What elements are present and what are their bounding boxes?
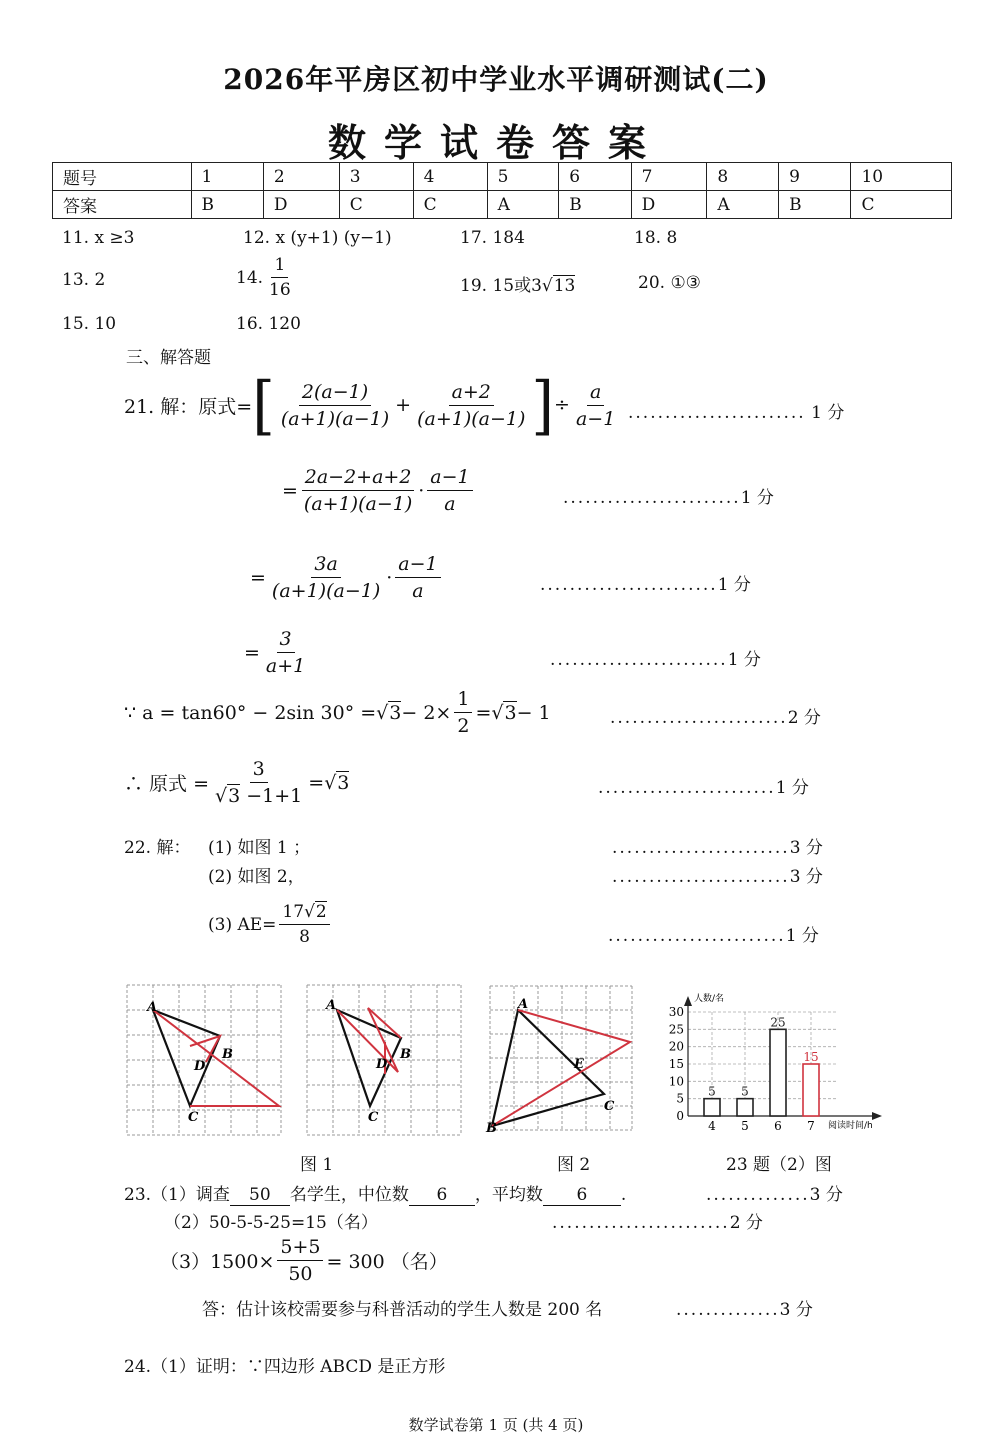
fraction-numerator: 1 [271, 255, 288, 278]
fraction [266, 255, 294, 300]
dot-leader: ........................ [550, 650, 728, 670]
score-line [608, 921, 819, 946]
table-cell: C [339, 191, 413, 219]
fraction-numerator: 2a−2+a+2 [302, 466, 415, 491]
q23-text: 23.（1）调查 [124, 1185, 230, 1205]
answer-q18: 18. 8 [634, 228, 678, 248]
fraction-denominator: (a+1)(a−1) [280, 407, 390, 430]
q21-line4 [244, 628, 311, 677]
score-line [612, 862, 823, 887]
fraction-denominator: a+1 [265, 655, 306, 677]
q21-line5 [124, 688, 551, 737]
score-line [706, 1180, 843, 1205]
table-row-numbers [53, 163, 952, 191]
bar-chart [664, 990, 884, 1138]
q22-part3 [208, 902, 333, 947]
y-tick-label: 0 [676, 1109, 684, 1123]
score-line [610, 703, 821, 728]
bar-value-label: 25 [770, 1015, 786, 1030]
table-cell: 5 [487, 163, 559, 191]
fraction-denominator [212, 783, 305, 807]
table-cell: 3 [339, 163, 413, 191]
score-line [628, 398, 844, 423]
q21-line3 [250, 553, 444, 602]
point-label-b: B [222, 1047, 233, 1062]
fraction [277, 1236, 323, 1285]
dot-operator: · [386, 566, 393, 589]
answer-q11: 11. x ≥3 [62, 228, 135, 248]
table-row-answers [53, 191, 952, 219]
fraction [279, 902, 329, 947]
sqrt-icon: √ [324, 771, 337, 794]
q23-text: . [620, 1185, 627, 1205]
x-tick-label: 7 [807, 1119, 815, 1133]
score: 1 分 [727, 650, 761, 670]
figure-1 [126, 984, 282, 1138]
table-row-label: 题号 [53, 163, 192, 191]
sqrt-icon: √ [376, 701, 389, 724]
x-tick-label: 5 [741, 1119, 749, 1133]
figure-3-caption: 23 题（2）图 [726, 1155, 832, 1175]
dot-leader: ........................ [540, 575, 718, 595]
fraction-denominator: (a+1)(a−1) [271, 580, 381, 602]
radicand: 3 [389, 702, 402, 724]
score-line [550, 645, 761, 670]
table-cell: 8 [707, 163, 779, 191]
q22-label: 22. 解： [124, 838, 191, 858]
table-cell: D [263, 191, 339, 219]
fraction [427, 466, 472, 515]
blank-value: 50 [230, 1185, 290, 1206]
x-axis-arrow-icon [872, 1112, 882, 1120]
q23-part1 [124, 1180, 626, 1206]
fraction-numerator [279, 902, 329, 925]
fraction-numerator: a−1 [427, 466, 472, 491]
y-tick-label: 10 [668, 1074, 684, 1089]
score: 3 分 [809, 1185, 843, 1205]
table-cell: 4 [413, 163, 487, 191]
score: 3 分 [789, 838, 823, 858]
plus-sign: + [395, 394, 412, 416]
answer-table [52, 162, 952, 219]
divide-sign: ÷ [554, 394, 570, 416]
point-label-c: C [604, 1099, 615, 1114]
bar [737, 1099, 753, 1116]
point-label-a: A [326, 998, 337, 1013]
table-cell: 6 [559, 163, 631, 191]
table-cell: B [191, 191, 263, 219]
expression-text: ∴ 原式 = [124, 773, 209, 795]
expression-text: ∵ a = tan60° − 2sin 30° = [124, 701, 377, 724]
coefficient: 17 [282, 902, 305, 922]
equals-sign: = [282, 479, 298, 502]
q23-text: 名学生，中位数 [289, 1185, 409, 1205]
fraction-denominator: (a+1)(a−1) [303, 493, 413, 515]
table-cell: 1 [191, 163, 263, 191]
fraction [301, 466, 415, 515]
table-cell: A [707, 191, 779, 219]
fraction-denominator: 8 [299, 927, 310, 947]
bar-value-label: 15 [803, 1050, 819, 1064]
fraction-numerator: a+2 [449, 381, 494, 406]
table-row-label: 答案 [53, 191, 192, 219]
fraction-numerator: 2(a−1) [299, 381, 371, 406]
fraction [278, 381, 392, 430]
score-line [552, 1208, 763, 1233]
table-cell: 7 [631, 163, 707, 191]
x-tick-label: 4 [708, 1119, 716, 1133]
fraction [212, 758, 305, 807]
answer-q16: 16. 120 [236, 314, 301, 334]
point-label-e: E [574, 1057, 584, 1072]
triangle-abc [153, 1010, 220, 1106]
y-tick-label: 25 [668, 1022, 684, 1037]
answer-q14 [236, 255, 297, 300]
q23-text: ，平均数 [474, 1185, 543, 1205]
radicand: 3 [337, 772, 350, 794]
radicand: 2 [315, 902, 327, 922]
expression-text: = 300 （名） [326, 1251, 448, 1273]
point-label-c: C [368, 1110, 379, 1125]
figure-2-grid [488, 984, 634, 1134]
x-tick-label: 6 [774, 1119, 782, 1133]
equals-sign: = [250, 566, 266, 589]
dot-leader: ........................ [598, 778, 776, 798]
y-tick-label: 20 [668, 1039, 684, 1054]
answer-q14-label: 14. [236, 267, 264, 288]
score-line [612, 833, 823, 858]
point-label-a: A [147, 1000, 158, 1015]
fraction-denominator: a [444, 493, 456, 515]
fraction-numerator: 3 [250, 758, 268, 783]
score: 1 分 [775, 778, 809, 798]
table-cell: A [487, 191, 559, 219]
q22-part2: (2) 如图 2， [208, 867, 305, 887]
fraction [395, 553, 440, 602]
score: 1 分 [740, 488, 774, 508]
answer-q19-prefix: 19. 15或3 [460, 276, 542, 296]
q21-line2 [282, 466, 476, 515]
fraction-denominator: 2 [457, 715, 470, 737]
score: 3 分 [789, 867, 823, 887]
table-cell: C [413, 191, 487, 219]
q21-line6 [124, 758, 349, 807]
q22-part1: (1) 如图 1 ； [208, 838, 311, 858]
score-line [598, 773, 809, 798]
table-cell: D [631, 191, 707, 219]
fraction-denominator: 16 [269, 280, 291, 300]
table-cell: C [851, 191, 952, 219]
page-subtitle: 数学试卷答案 [327, 120, 664, 165]
bar [803, 1064, 819, 1116]
answer-q15: 15. 10 [62, 314, 117, 334]
point-label-b: B [400, 1047, 411, 1062]
score: 1 分 [785, 926, 819, 946]
dot-leader: ........................ [552, 1213, 730, 1233]
expression-text: − 1 [516, 701, 551, 724]
q23-part3 [160, 1236, 448, 1285]
figure-2 [488, 984, 634, 1134]
point-label-b: B [486, 1121, 497, 1136]
score-line [563, 483, 774, 508]
answer-q17: 17. 184 [460, 228, 525, 248]
x-axis-label: 阅读时间/h [828, 1121, 873, 1131]
figure-1-grid [126, 984, 282, 1138]
right-bracket-icon: ] [531, 367, 555, 443]
fraction-numerator: a−1 [395, 553, 440, 578]
fraction [454, 688, 472, 737]
figure-1-caption: 图 1 [300, 1155, 334, 1175]
answer-q20: 20. ①③ [638, 273, 701, 293]
sqrt-icon: √ [491, 701, 504, 724]
score: 2 分 [729, 1213, 763, 1233]
table-cell: 2 [263, 163, 339, 191]
radicand: 3 [504, 702, 517, 724]
radicand: 3 [228, 785, 241, 807]
equals-sign: = [244, 641, 260, 664]
q23-answer: 答：估计该校需要参与科普活动的学生人数是 200 名 [202, 1300, 603, 1320]
fraction-denominator: a−1 [575, 407, 616, 430]
dot-leader: ........................ [612, 867, 790, 887]
expression-text: （3）1500× [160, 1251, 275, 1273]
bar-value-label: 5 [741, 1084, 749, 1099]
figure-1-variant-grid [306, 984, 462, 1138]
fraction-denominator: (a+1)(a−1) [417, 407, 526, 430]
fraction-denominator: a [412, 580, 424, 602]
y-axis-arrow-icon [684, 996, 692, 1006]
bar [770, 1029, 786, 1116]
equals-sign: = [475, 701, 492, 724]
score: 1 分 [811, 403, 845, 423]
y-tick-label: 15 [668, 1057, 684, 1071]
q23-part2: （2）50-5-5-25=15（名） [164, 1213, 378, 1233]
bar-value-label: 5 [708, 1084, 716, 1099]
score-line [540, 570, 751, 595]
expression-text: − 2× [401, 701, 452, 724]
dot-leader: .............. [706, 1185, 810, 1205]
fraction-numerator: 3a [311, 553, 340, 578]
fraction [269, 553, 383, 602]
score: 3 分 [779, 1300, 813, 1320]
q21-line1 [124, 367, 621, 443]
dot-leader: ........................ [628, 403, 806, 423]
section-heading: 三、解答题 [126, 348, 211, 368]
fraction-denominator: 50 [288, 1263, 313, 1285]
point-label-c: C [188, 1110, 199, 1125]
answer-q19 [460, 271, 575, 296]
dot-leader: .............. [676, 1300, 780, 1320]
fraction-numerator: a [587, 381, 604, 406]
q24-part1: 24.（1）证明：∵四边形 ABCD 是正方形 [124, 1357, 446, 1377]
sqrt-icon: √ [215, 785, 228, 807]
blank-value: 6 [543, 1185, 621, 1206]
point-label-d: D [194, 1059, 206, 1074]
table-cell: B [779, 191, 851, 219]
y-tick-label: 5 [676, 1091, 684, 1106]
q21-label: 21. 解：原式= [124, 395, 253, 418]
expression-text: −1+1 [240, 785, 303, 807]
page-title: 2026年平房区初中学业水平调研测试(二) [223, 63, 769, 96]
score: 2 分 [787, 708, 821, 728]
y-tick-label: 30 [668, 1005, 684, 1019]
radicand: 13 [553, 276, 576, 296]
point-label-a: A [518, 997, 529, 1012]
fraction-numerator: 5+5 [277, 1236, 323, 1261]
page-footer: 数学试卷第 1 页 (共 4 页) [408, 1416, 584, 1434]
table-cell: B [559, 191, 631, 219]
figure-2-caption: 图 2 [557, 1155, 591, 1175]
fraction [414, 381, 528, 430]
blank-value: 6 [409, 1185, 475, 1206]
score: 1 分 [717, 575, 751, 595]
sqrt-icon: √ [304, 902, 315, 922]
fraction-numerator: 3 [277, 628, 295, 653]
score-line [676, 1295, 813, 1320]
y-axis-label: 人数/名 [694, 994, 725, 1004]
figure-1-variant [306, 984, 462, 1138]
answer-q12: 12. x (y+1) (y−1) [243, 228, 392, 248]
bar-chart-svg [664, 990, 884, 1138]
equals-sign: = [308, 771, 325, 794]
bar [704, 1099, 720, 1116]
fraction [573, 381, 618, 430]
dot-leader: ........................ [612, 838, 790, 858]
dot-leader: ........................ [563, 488, 741, 508]
left-bracket-icon: [ [252, 367, 275, 443]
dot-leader: ........................ [610, 708, 788, 728]
dot-leader: ........................ [608, 926, 786, 946]
sqrt-icon: √ [541, 276, 553, 296]
fraction [263, 628, 308, 677]
expression-text: (3) AE= [208, 914, 277, 935]
dot-operator: · [418, 479, 425, 502]
fraction-numerator: 1 [454, 688, 472, 713]
answer-q13: 13. 2 [62, 270, 106, 290]
point-label-d: D [376, 1057, 388, 1072]
table-cell: 10 [851, 163, 952, 191]
table-cell: 9 [779, 163, 851, 191]
